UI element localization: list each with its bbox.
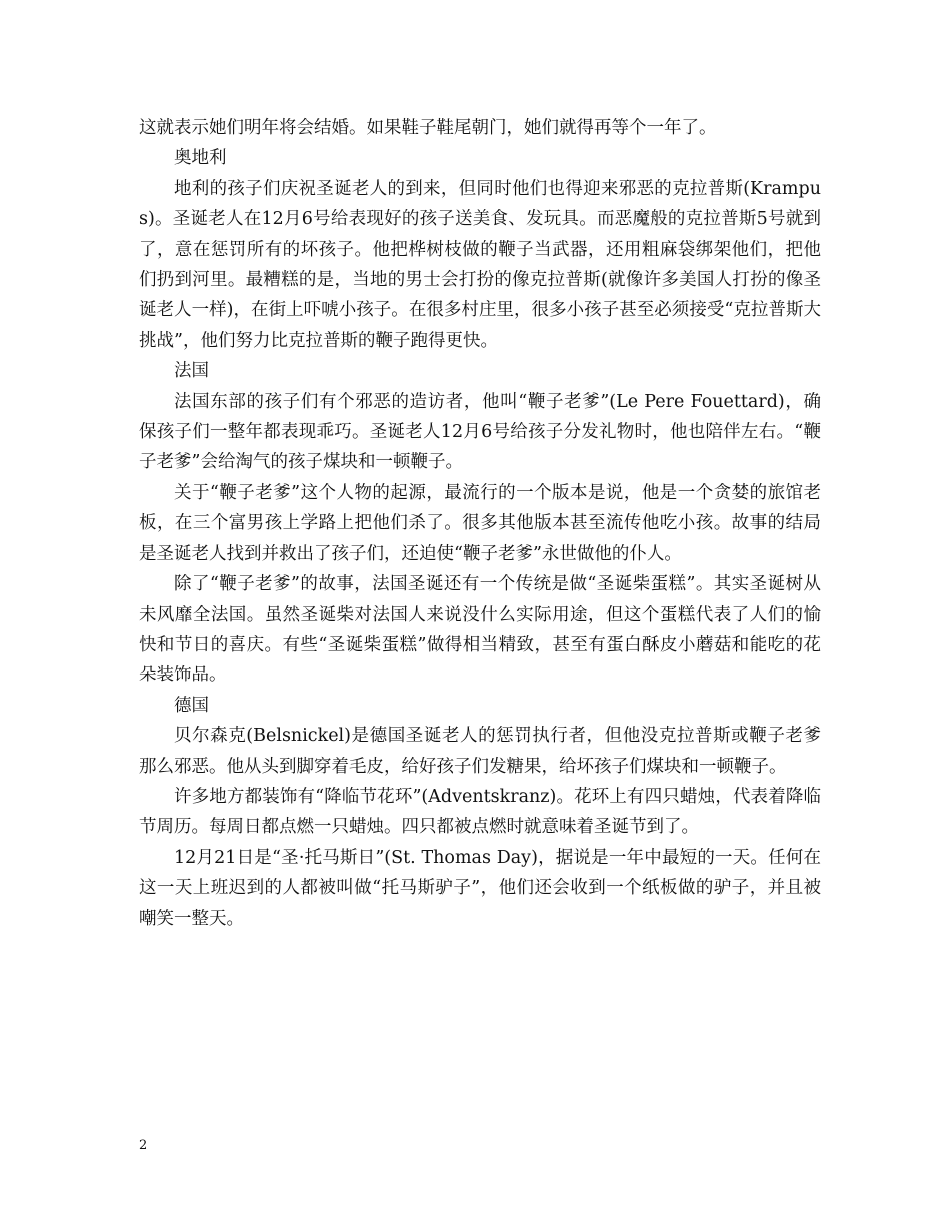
section-heading-germany: 德国 bbox=[174, 695, 209, 716]
document-body bbox=[139, 113, 821, 934]
paragraph-austria: 地利的孩子们庆祝圣诞老人的到来，但同时他们也得迎来邪恶的克拉普斯(Krampus)。圣诞老人在12月6号给表现好的孩子送美食、发玩具。而恶魔般的克拉普斯5号就到了，意在惩罚所有的坏孩子。他把桦树枝做的鞭子当武器，还用粗麻袋绑架他们，把他们扔到河里。最糟糕的是，当地的男士会打扮的像克拉普斯(就像许多美国人打扮的像圣诞老人一样)，在街上吓唬小孩子。在很多村庄里，很多小孩子甚至必须接受“克拉普斯大挑战”，他们努力比克拉普斯的鞭子跑得更快。 bbox=[139, 178, 821, 351]
page-number: 2 bbox=[139, 1138, 148, 1153]
section-heading-austria: 奥地利 bbox=[174, 148, 227, 169]
paragraph-france-2: 关于“鞭子老爹”这个人物的起源，最流行的一个版本是说，他是一个贪婪的旅馆老板，在三个富男孩上学路上把他们杀了。很多其他版本甚至流传他吃小孩。故事的结局是圣诞老人找到并救出了孩子们，还迫使“鞭子老爹”永世做他的仆人。 bbox=[139, 482, 821, 564]
paragraph-france-1: 法国东部的孩子们有个邪恶的造访者，他叫“鞭子老爹”(Le Pere Fouettard)，确保孩子们一整年都表现乖巧。圣诞老人12月6号给孩子分发礼物时，他也陪伴左右。“鞭子老爹”会给淘气的孩子煤块和一顿鞭子。 bbox=[139, 391, 821, 473]
paragraph-germany-1: 贝尔森克(Belsnickel)是德国圣诞老人的惩罚执行者，但他没克拉普斯或鞭子老爹那么邪恶。他从头到脚穿着毛皮，给好孩子们发糖果，给坏孩子们煤块和一顿鞭子。 bbox=[139, 726, 821, 777]
paragraph-germany-2: 许多地方都装饰有“降临节花环”(Adventskranz)。花环上有四只蜡烛，代表着降临节周历。每周日都点燃一只蜡烛。四只都被点燃时就意味着圣诞节到了。 bbox=[139, 786, 821, 838]
paragraph-germany-3: 12月21日是“圣·托马斯日”(St. Thomas Day)，据说是一年中最短的一天。任何在这一天上班迟到的人都被叫做“托马斯驴子”，他们还会收到一个纸板做的驴子，并且被嘲笑一整天。 bbox=[139, 847, 821, 929]
paragraph-continuation: 这就表示她们明年将会结婚。如果鞋子鞋尾朝门，她们就得再等个一年了。 bbox=[139, 118, 717, 138]
section-heading-france: 法国 bbox=[174, 361, 209, 382]
paragraph-france-3: 除了“鞭子老爹”的故事，法国圣诞还有一个传统是做“圣诞柴蛋糕”。其实圣诞树从未风靡全法国。虽然圣诞柴对法国人来说没什么实际用途，但这个蛋糕代表了人们的愉快和节日的喜庆。有些“圣诞柴蛋糕”做得相当精致，甚至有蛋白酥皮小蘑菇和能吃的花朵装饰品。 bbox=[139, 574, 821, 686]
